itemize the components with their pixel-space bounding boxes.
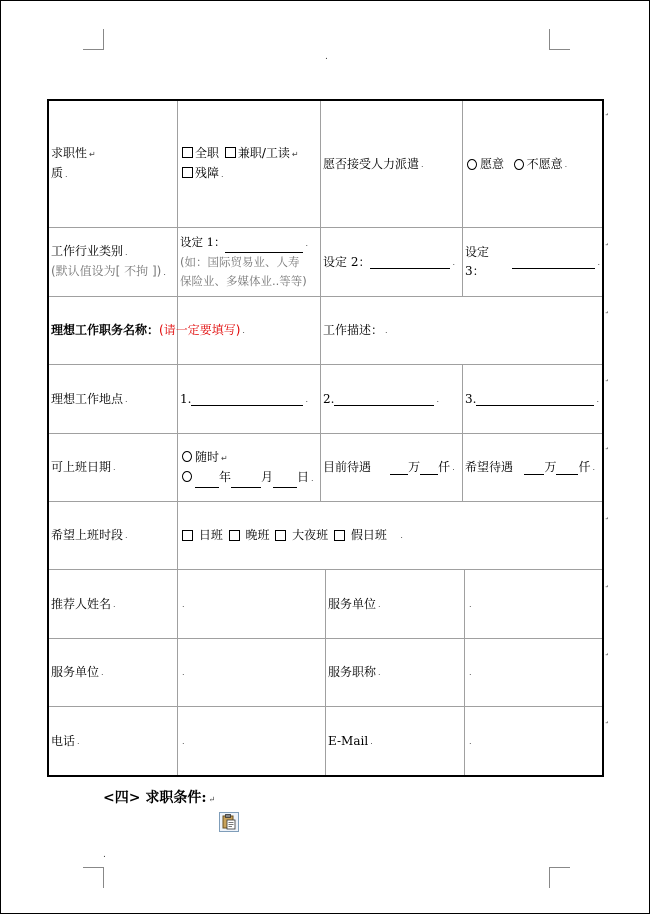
checkbox-icon[interactable]	[182, 147, 193, 158]
row-end-mark-icon: ˼	[605, 577, 609, 588]
phone-field[interactable]: .	[182, 736, 185, 746]
crop-mark-bottom-left	[83, 867, 104, 888]
service-title-field[interactable]: .	[469, 668, 472, 677]
checkbox-icon[interactable]	[182, 530, 193, 541]
row-end-mark-icon: ˼	[605, 713, 609, 724]
row-end-mark-icon: ˼	[605, 439, 609, 450]
phone-label: 电话 .	[51, 733, 80, 748]
row-end-mark-icon: ˼	[605, 303, 609, 314]
service-unit-field[interactable]: .	[182, 668, 185, 677]
location-1-field[interactable]: 1. .	[180, 391, 308, 406]
crop-mark-top-right	[549, 29, 570, 50]
job-nature-label: 求职性 ↵ 质 .	[51, 146, 96, 180]
option-parttime[interactable]: 兼职/工读	[237, 146, 290, 160]
email-label: E-Mail .	[328, 733, 373, 748]
ideal-job-title-field[interactable]: 理想工作职务名称： (请一定要填写) .	[49, 297, 320, 364]
referrer-unit-field[interactable]: .	[469, 599, 472, 609]
radio-circle-icon[interactable]	[182, 451, 192, 462]
option-no[interactable]: 不愿意	[526, 156, 563, 171]
location-3-field[interactable]: 3. .	[465, 391, 599, 406]
row-end-mark-icon: ˼	[605, 371, 609, 382]
preferred-shift-label: 希望上班时段 .	[51, 528, 128, 542]
option-fulltime[interactable]: 全职	[195, 146, 220, 160]
start-date-options: 随时 ↵ 年 月 日 .	[178, 434, 320, 501]
row-end-mark-icon: ˼	[605, 235, 609, 246]
ideal-location-label: 理想工作地点 .	[51, 391, 128, 406]
radio-circle-icon[interactable]	[182, 471, 192, 482]
required-note: (请一定要填写)	[159, 323, 241, 337]
expected-salary-field[interactable]: 希望待遇 万 仟 .	[465, 460, 596, 474]
current-salary-field[interactable]: 目前待遇 万 仟 .	[323, 460, 455, 474]
paragraph-mark-icon: .	[103, 850, 106, 860]
referrer-unit-label: 服务单位 .	[328, 596, 381, 611]
checkbox-icon[interactable]	[229, 530, 240, 541]
dispatch-label: 愿否接受人力派遣 .	[323, 156, 424, 171]
radio-circle-icon[interactable]	[467, 159, 477, 170]
crop-mark-top-left	[83, 29, 104, 50]
option-night-shift[interactable]: 大夜班	[292, 528, 329, 542]
checkbox-icon[interactable]	[182, 167, 193, 178]
service-unit-label: 服务单位 .	[51, 665, 104, 679]
industry-category-label: 工作行业类别 . (默认值设为[ 不拘 ]) .	[51, 244, 166, 278]
crop-mark-bottom-right	[549, 867, 570, 888]
checkbox-icon[interactable]	[334, 530, 345, 541]
referrer-name-field[interactable]: .	[182, 599, 185, 609]
option-yes[interactable]: 愿意	[480, 156, 505, 171]
referrer-name-label: 推荐人姓名 .	[51, 596, 116, 611]
industry-setting-1[interactable]: 设定 1： . (如：国际贸易业、人寿 保险业、多媒体业..等等)	[180, 235, 309, 288]
option-evening-shift[interactable]: 晚班	[245, 528, 270, 542]
checkbox-icon[interactable]	[275, 530, 286, 541]
application-form-table	[47, 99, 604, 777]
option-day-shift[interactable]: 日班	[198, 528, 223, 542]
option-anytime[interactable]: 随时	[195, 449, 220, 464]
email-field[interactable]: .	[469, 736, 472, 746]
section-heading: <四> 求职条件: ↵	[103, 790, 216, 806]
row-end-mark-icon: ˼	[605, 105, 609, 116]
checkbox-icon[interactable]	[225, 147, 236, 158]
radio-circle-icon[interactable]	[514, 159, 524, 170]
industry-setting-3[interactable]: 设定 3： .	[465, 245, 600, 278]
location-2-field[interactable]: 2. .	[323, 391, 439, 406]
option-disabled[interactable]: 残障	[195, 166, 220, 180]
paragraph-mark-icon: .	[325, 52, 328, 62]
row-end-mark-icon: ˼	[605, 645, 609, 656]
start-date-label: 可上班日期 .	[51, 460, 116, 474]
preferred-shift-options: 日班 晚班 大夜班 假日班 .	[178, 502, 602, 569]
option-holiday-shift[interactable]: 假日班	[350, 528, 387, 542]
paste-options-icon[interactable]	[219, 812, 239, 832]
job-description-field[interactable]: 工作描述： .	[323, 323, 388, 337]
service-title-label: 服务职称 .	[328, 665, 381, 679]
row-end-mark-icon: ˼	[605, 509, 609, 520]
dispatch-options: 愿意 不愿意 .	[463, 101, 602, 227]
job-nature-options: 全职 兼职/工读 ↵ 残障 .	[178, 101, 320, 227]
industry-setting-2[interactable]: 设定 2： .	[323, 254, 455, 269]
